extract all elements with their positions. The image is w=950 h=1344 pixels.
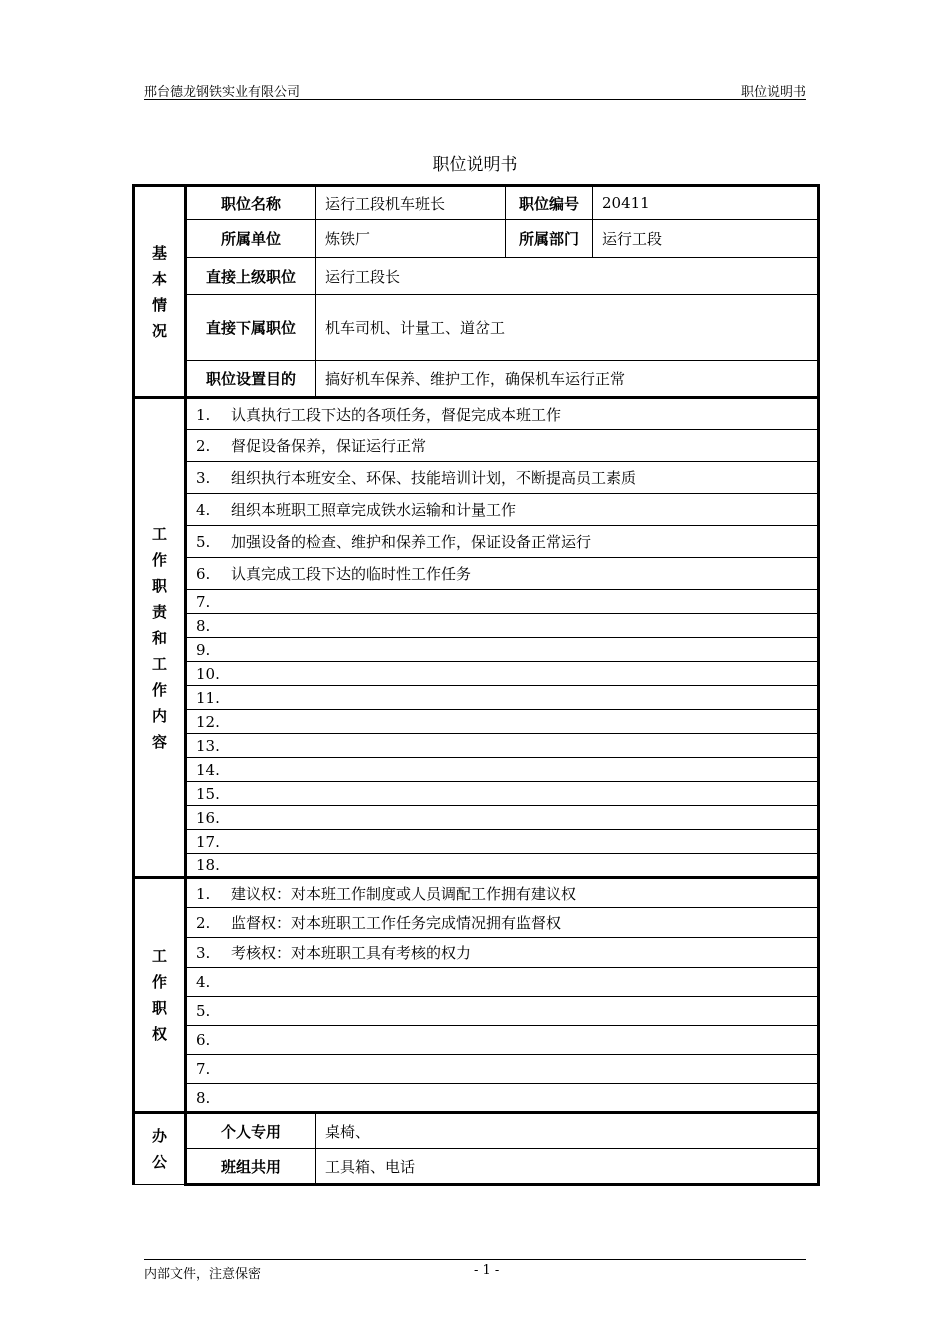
item-number: 4. xyxy=(196,973,211,991)
duties-item xyxy=(186,526,819,558)
item-number: 4. xyxy=(196,501,211,519)
row-office-shared xyxy=(134,1149,819,1185)
subordinate-label: 直接下属职位 xyxy=(186,295,316,361)
duties-item xyxy=(186,638,819,662)
unit-label: 所属单位 xyxy=(186,220,316,258)
item-number: 11. xyxy=(196,688,220,707)
item-number: 15. xyxy=(196,784,220,803)
shared-value: 工具箱、电话 xyxy=(316,1149,819,1185)
authority-item xyxy=(186,997,819,1026)
duties-row xyxy=(134,526,819,558)
authority-item xyxy=(186,908,819,938)
duties-row xyxy=(134,758,819,782)
duties-row xyxy=(134,686,819,710)
section-authority: 工 作 职 权 xyxy=(134,878,186,1113)
authority-row xyxy=(134,968,819,997)
page-footer xyxy=(144,1259,806,1282)
row-unit xyxy=(134,220,819,258)
duties-item xyxy=(186,558,819,590)
page-header xyxy=(144,81,806,100)
item-number: 5. xyxy=(196,1002,211,1020)
row-subordinate xyxy=(134,295,819,361)
duties-item xyxy=(186,614,819,638)
duties-row xyxy=(134,734,819,758)
item-number: 5. xyxy=(196,533,211,551)
job-description-table xyxy=(132,184,820,1186)
authority-item xyxy=(186,878,819,908)
duties-row xyxy=(134,806,819,830)
item-number: 8. xyxy=(196,1088,211,1107)
item-text: 组织本班职工照章完成铁水运输和计量工作 xyxy=(231,501,517,519)
item-number: 7. xyxy=(196,1060,211,1078)
item-number: 13. xyxy=(196,736,220,755)
duties-row xyxy=(134,830,819,854)
subordinate-value: 机车司机、计量工、道岔工 xyxy=(316,295,819,361)
duties-item xyxy=(186,430,819,462)
company-name: 邢台德龙钢铁实业有限公司 xyxy=(144,85,301,100)
job-name-value: 运行工段机车班长 xyxy=(316,186,506,220)
duties-row xyxy=(134,494,819,526)
authority-row xyxy=(134,878,819,908)
authority-row xyxy=(134,1026,819,1055)
duties-row xyxy=(134,854,819,878)
job-code-value: 20411 xyxy=(593,186,819,220)
dept-value: 运行工段 xyxy=(593,220,819,258)
document-title: 职位说明书 xyxy=(432,155,518,175)
duties-item xyxy=(186,830,819,854)
section-basic: 基 本 情 况 xyxy=(134,186,186,398)
header-doc-type: 职位说明书 xyxy=(740,85,806,100)
duties-row xyxy=(134,782,819,806)
authority-row xyxy=(134,908,819,938)
item-number: 18. xyxy=(196,856,220,874)
duties-row xyxy=(134,710,819,734)
duties-item xyxy=(186,710,819,734)
duties-row xyxy=(134,638,819,662)
duties-item xyxy=(186,686,819,710)
duties-row xyxy=(134,462,819,494)
duties-item xyxy=(186,590,819,614)
item-text: 监督权：对本班职工工作任务完成情况拥有监督权 xyxy=(231,914,562,932)
personal-value: 桌椅、 xyxy=(316,1113,819,1149)
duties-item xyxy=(186,398,819,430)
item-number: 3. xyxy=(196,469,211,487)
purpose-label: 职位设置目的 xyxy=(186,361,316,398)
superior-label: 直接上级职位 xyxy=(186,258,316,295)
item-number: 16. xyxy=(196,808,220,827)
item-number: 8. xyxy=(196,616,211,635)
purpose-value: 搞好机车保养、维护工作，确保机车运行正常 xyxy=(316,361,819,398)
item-number: 3. xyxy=(196,944,211,962)
page-number: - 1 - xyxy=(474,1263,500,1278)
authority-item xyxy=(186,938,819,968)
authority-item xyxy=(186,1026,819,1055)
item-number: 17. xyxy=(196,832,220,851)
personal-label: 个人专用 xyxy=(186,1113,316,1149)
item-number: 12. xyxy=(196,712,220,731)
item-number: 14. xyxy=(196,760,220,779)
row-job-name xyxy=(134,186,819,220)
section-office: 办 公 xyxy=(134,1113,186,1185)
superior-value: 运行工段长 xyxy=(316,258,819,295)
duties-item xyxy=(186,494,819,526)
authority-row xyxy=(134,997,819,1026)
item-text: 督促设备保养，保证运行正常 xyxy=(231,437,427,455)
authority-row xyxy=(134,938,819,968)
item-number: 7. xyxy=(196,592,211,611)
duties-row xyxy=(134,398,819,430)
duties-item xyxy=(186,782,819,806)
item-number: 9. xyxy=(196,640,211,659)
duties-item xyxy=(186,806,819,830)
job-code-label: 职位编号 xyxy=(506,186,593,220)
item-text: 考核权：对本班职工具有考核的权力 xyxy=(231,944,472,962)
duties-item xyxy=(186,734,819,758)
duties-item xyxy=(186,758,819,782)
duties-row xyxy=(134,614,819,638)
authority-item xyxy=(186,968,819,997)
duties-row xyxy=(134,590,819,614)
duties-item xyxy=(186,662,819,686)
item-number: 2. xyxy=(196,914,211,932)
job-name-label: 职位名称 xyxy=(186,186,316,220)
row-superior xyxy=(134,258,819,295)
item-text: 认真完成工段下达的临时性工作任务 xyxy=(231,565,472,583)
item-text: 认真执行工段下达的各项任务，督促完成本班工作 xyxy=(231,405,562,424)
item-number: 2. xyxy=(196,437,211,455)
row-office-personal xyxy=(134,1113,819,1149)
authority-item xyxy=(186,1084,819,1113)
item-number: 6. xyxy=(196,565,211,583)
item-text: 建议权：对本班工作制度或人员调配工作拥有建议权 xyxy=(231,884,577,903)
authority-item xyxy=(186,1055,819,1084)
item-number: 10. xyxy=(196,664,220,683)
row-purpose xyxy=(134,361,819,398)
item-text: 组织执行本班安全、环保、技能培训计划，不断提高员工素质 xyxy=(231,469,637,487)
dept-label: 所属部门 xyxy=(506,220,593,258)
item-number: 6. xyxy=(196,1031,211,1049)
authority-row xyxy=(134,1084,819,1113)
duties-item xyxy=(186,462,819,494)
authority-row xyxy=(134,1055,819,1084)
duties-row xyxy=(134,558,819,590)
footer-note: 内部文件，注意保密 xyxy=(144,1267,262,1282)
shared-label: 班组共用 xyxy=(186,1149,316,1185)
duties-item xyxy=(186,854,819,878)
unit-value: 炼铁厂 xyxy=(316,220,506,258)
duties-row xyxy=(134,662,819,686)
item-number: 1. xyxy=(196,405,211,424)
item-number: 1. xyxy=(196,884,211,903)
duties-row xyxy=(134,430,819,462)
item-text: 加强设备的检查、维护和保养工作，保证设备正常运行 xyxy=(231,533,592,551)
section-duties: 工 作 职 责 和 工 作 内 容 xyxy=(134,398,186,878)
